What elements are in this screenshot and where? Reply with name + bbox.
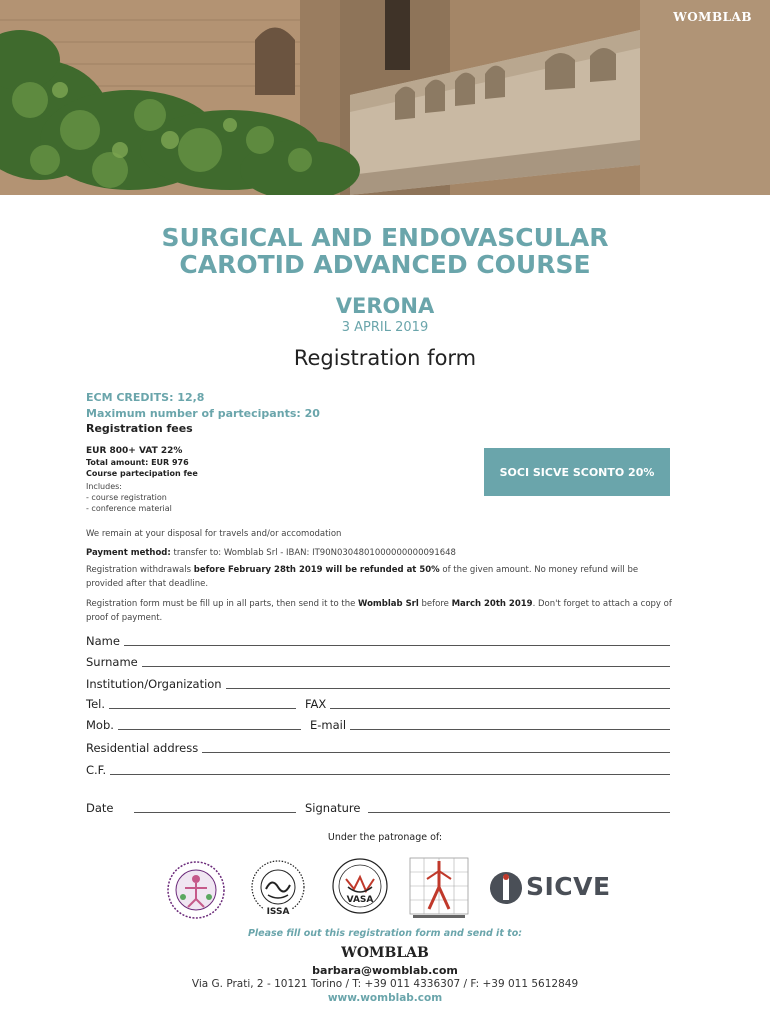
- mobile-field[interactable]: [86, 718, 301, 732]
- fax-input-line[interactable]: [330, 699, 670, 709]
- institution-input-line[interactable]: [226, 679, 670, 689]
- society-seal-logo: [163, 859, 229, 921]
- ecm-credits: ECM CREDITS: 12,8: [86, 391, 205, 404]
- surname-label: Surname: [86, 655, 138, 669]
- withdrawal-text: of the given amount. No money refund will be provided after that deadline.: [86, 565, 639, 589]
- cf-field[interactable]: [86, 763, 670, 777]
- cf-input-line[interactable]: [110, 765, 670, 775]
- vasa-logo: [328, 857, 392, 919]
- max-participants: Maximum number of partecipants: 20: [86, 407, 320, 420]
- payment-label: Payment method:: [86, 548, 171, 558]
- email-field[interactable]: [310, 718, 670, 732]
- withdrawal-deadline: before February 28th 2019 will be refunded at 50%: [193, 565, 440, 575]
- payment-text: transfer to: Womblab Srl - IBAN: IT90N0304801000000000091648: [170, 548, 456, 558]
- payment-method: [86, 546, 676, 560]
- withdrawal-text: Registration withdrawals: [86, 565, 194, 575]
- fee-price: EUR 800+ VAT 22%: [86, 446, 183, 456]
- cf-label: C.F.: [86, 763, 107, 777]
- mobile-label: Mob.: [86, 718, 114, 732]
- instructions-company: Womblab Srl: [358, 599, 419, 609]
- name-label: Name: [86, 634, 120, 648]
- name-field[interactable]: [86, 634, 670, 648]
- travel-note: We remain at your disposal for travels and/or accomodation: [86, 529, 342, 539]
- fax-label: FAX: [305, 697, 327, 711]
- instructions-text: before: [418, 599, 452, 609]
- fee-total: Total amount: EUR 976: [86, 458, 189, 467]
- issa-logo: [246, 859, 310, 919]
- verona-balcony-photo: [0, 0, 770, 195]
- email-label: E-mail: [310, 718, 347, 732]
- form-title: Registration form: [293, 346, 477, 370]
- withdrawal-policy: [86, 563, 676, 591]
- address-input-line[interactable]: [202, 743, 670, 753]
- course-date: 3 APRIL 2019: [341, 320, 429, 335]
- course-title-line2: CAROTID ADVANCED COURSE: [179, 250, 591, 279]
- vascular-diagram-logo: [409, 857, 469, 919]
- address-label: Residential address: [86, 741, 199, 755]
- sicve-logo-icon: [489, 871, 523, 905]
- send-instruction: Please fill out this registration form and send it to:: [247, 928, 523, 939]
- course-title-line1: SURGICAL AND ENDOVASCULAR: [161, 223, 609, 252]
- date-label: Date: [86, 801, 114, 815]
- fees-heading: Registration fees: [86, 422, 193, 435]
- submission-instructions: [86, 597, 676, 625]
- institution-field[interactable]: [86, 677, 670, 691]
- contact-email-link[interactable]: barbara@womblab.com: [312, 964, 458, 977]
- footer-brand-logo: WOMBLAB: [341, 945, 429, 961]
- institution-label: Institution/Organization: [86, 677, 222, 691]
- sicve-discount-button[interactable]: SOCI SICVE SCONTO 20%: [484, 448, 670, 496]
- date-field[interactable]: [86, 801, 296, 815]
- course-info: [86, 391, 686, 435]
- instructions-deadline: March 20th 2019: [451, 599, 533, 609]
- signature-field[interactable]: [305, 801, 670, 815]
- sicve-logo-text: SICVE: [526, 872, 611, 901]
- address-field[interactable]: [86, 741, 670, 755]
- surname-input-line[interactable]: [142, 657, 670, 667]
- signature-input-line[interactable]: [368, 803, 670, 813]
- contact-address: Via G. Prati, 2 - 10121 Torino / T: +39 011 4336307 / F: +39 011 5612849: [191, 978, 579, 990]
- header-photo: [0, 0, 770, 195]
- instructions-text: Registration form must be fill up in all parts, then send it to the: [86, 599, 359, 609]
- email-input-line[interactable]: [350, 720, 670, 730]
- fee-course: Course partecipation fee: [86, 469, 198, 478]
- fax-field[interactable]: [305, 697, 670, 711]
- tel-label: Tel.: [86, 697, 105, 711]
- fee-item: - course registration: [86, 493, 167, 502]
- instructions-text: . Don't forget to attach a copy of proof of payment.: [86, 599, 672, 623]
- issa-logo-text: ISSA: [266, 907, 290, 917]
- patronage-label: Under the patronage of:: [327, 832, 443, 843]
- tel-input-line[interactable]: [109, 699, 296, 709]
- mobile-input-line[interactable]: [118, 720, 301, 730]
- city-heading: VERONA: [335, 294, 435, 318]
- website-link[interactable]: www.womblab.com: [327, 992, 443, 1004]
- name-input-line[interactable]: [124, 636, 670, 646]
- header-brand-logo: WOMBLAB: [673, 10, 752, 24]
- fee-includes: Includes:: [86, 482, 122, 491]
- course-title: [0, 224, 770, 278]
- date-input-line[interactable]: [134, 803, 297, 813]
- vasa-logo-text: VASA: [346, 895, 374, 905]
- fee-item: - conference material: [86, 504, 172, 513]
- tel-field[interactable]: [86, 697, 296, 711]
- surname-field[interactable]: [86, 655, 670, 669]
- signature-label: Signature: [305, 801, 361, 815]
